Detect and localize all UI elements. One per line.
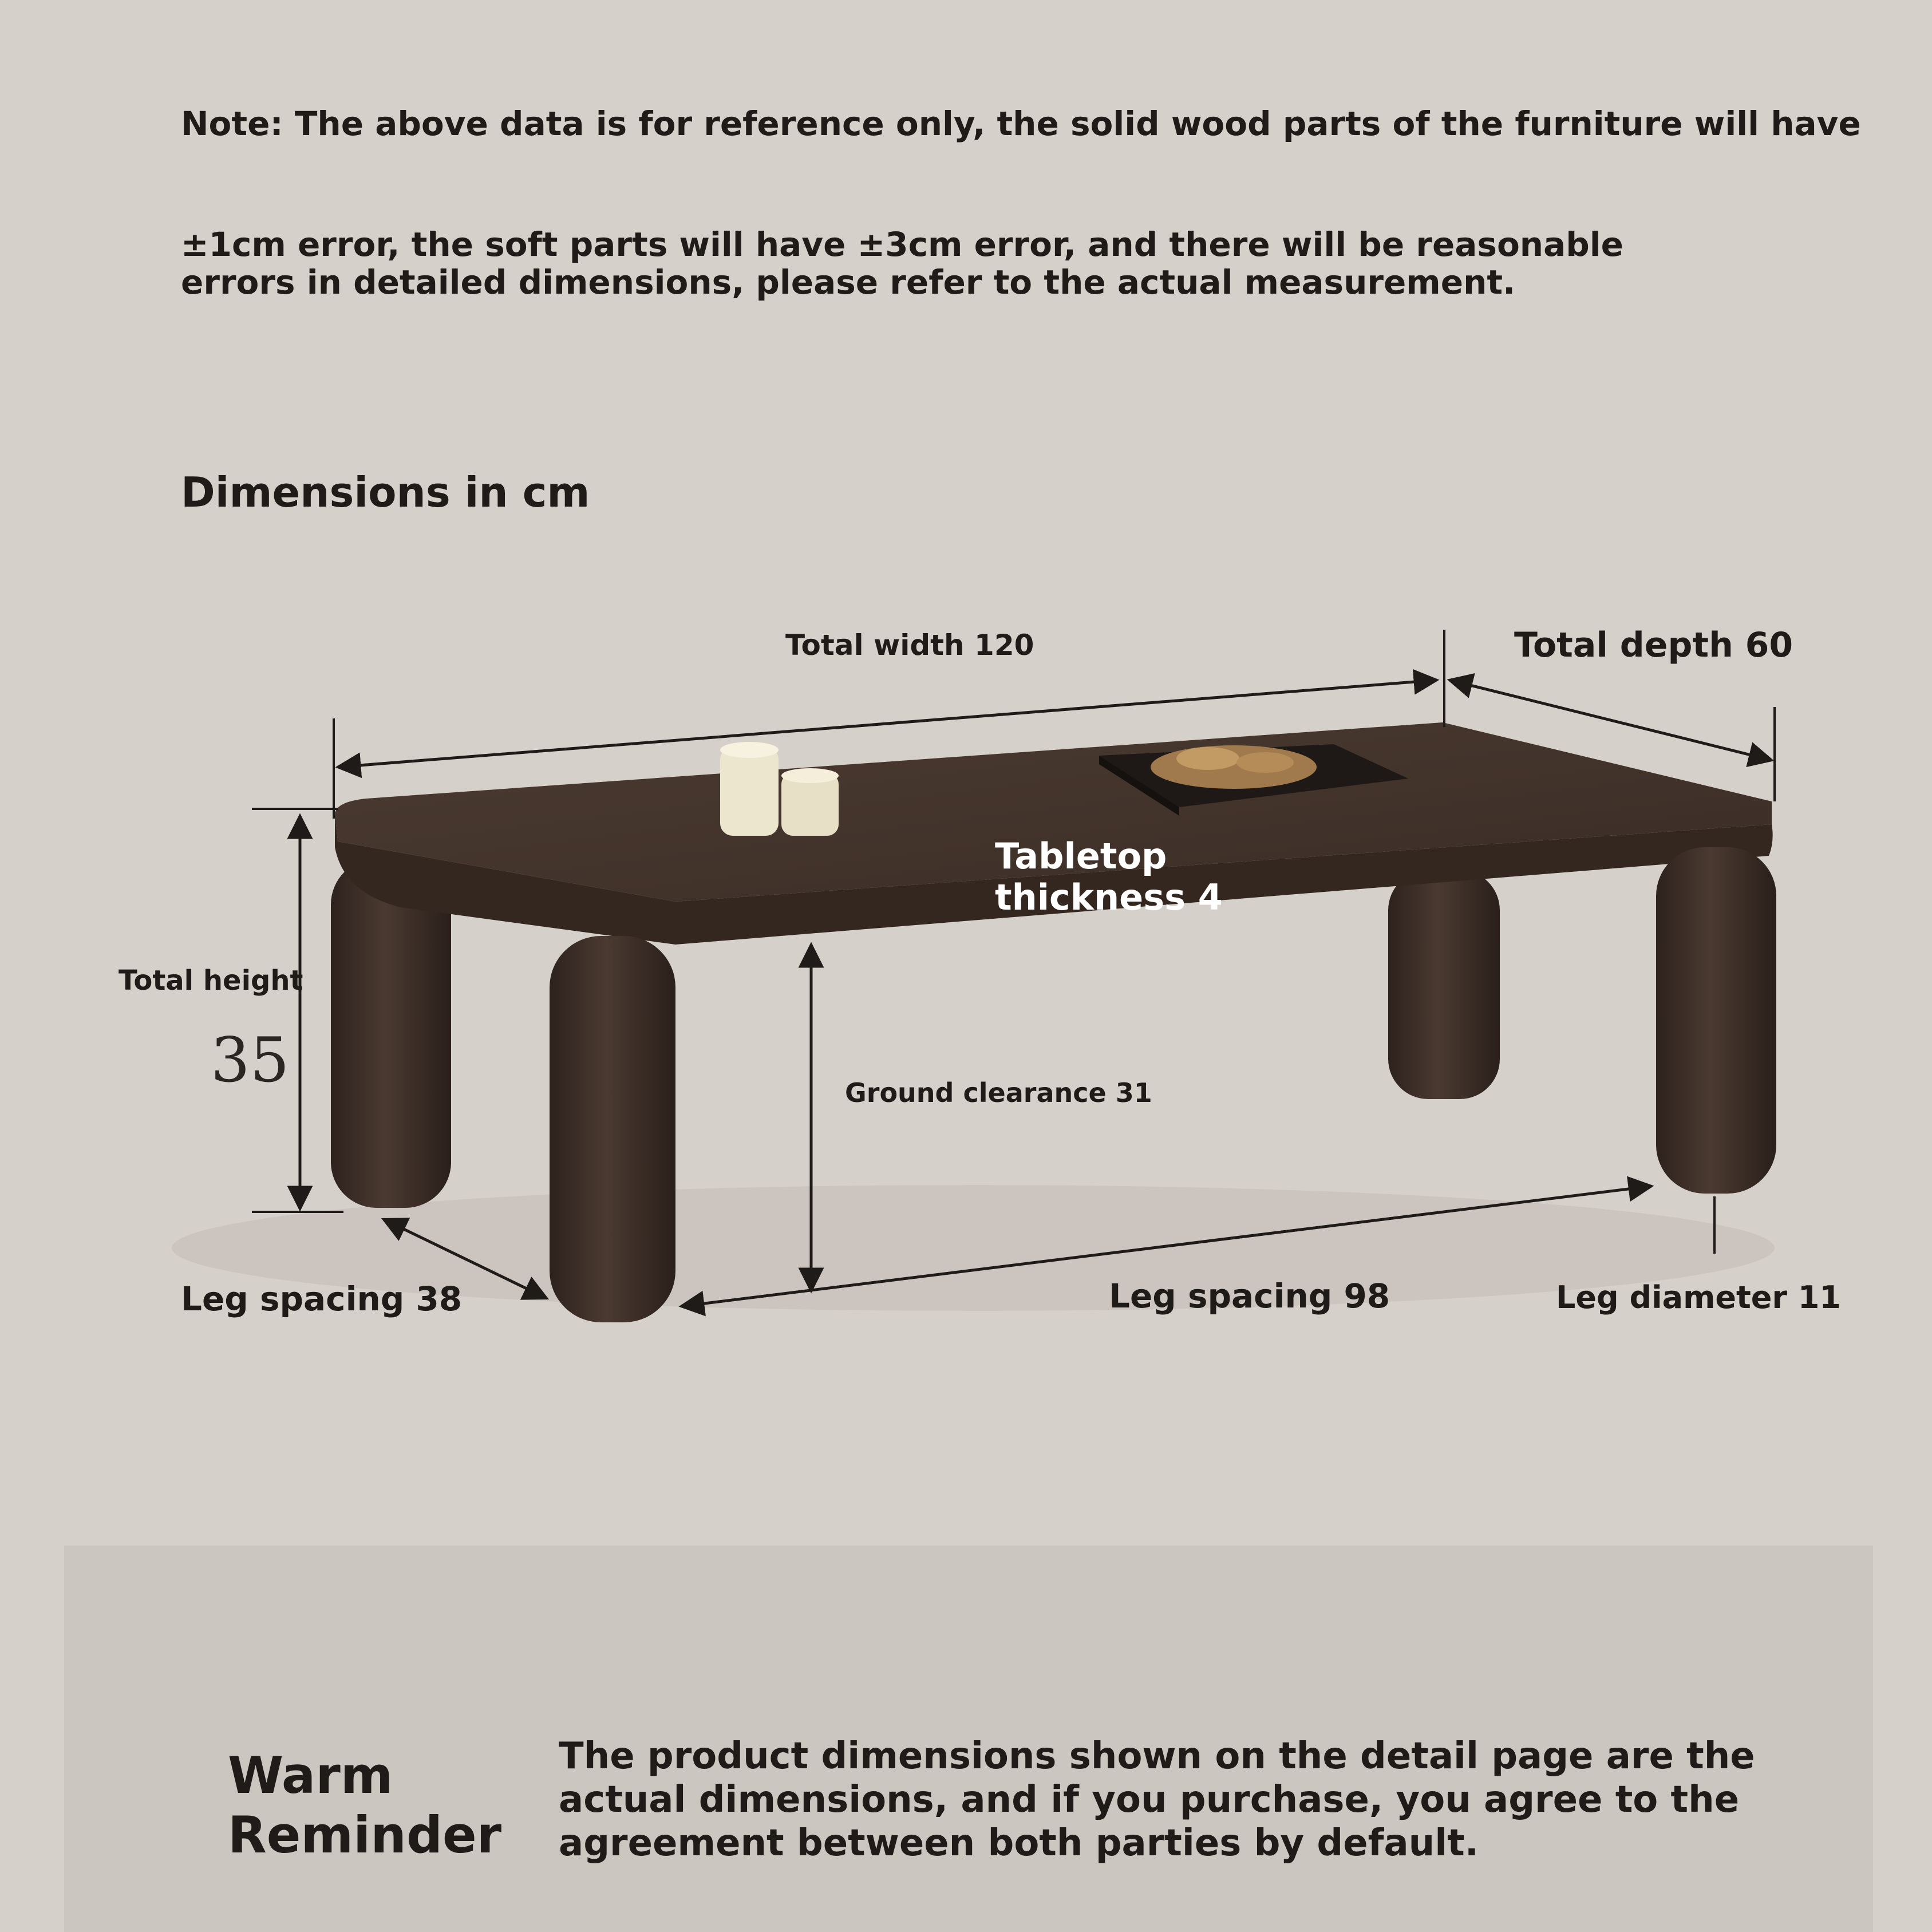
note-line-2: ±1cm error, the soft parts will have ±3cm error, and there will be reasonable bbox=[181, 225, 1623, 264]
note-line-1: Note: The above data is for reference only, the solid wood parts of the furniture will have bbox=[181, 104, 1861, 143]
total-height-value: 35 bbox=[211, 1025, 290, 1096]
tabletop-thickness-label bbox=[995, 836, 1223, 918]
ground-clearance-label: Ground clearance 31 bbox=[845, 1077, 1152, 1108]
dimensions-heading: Dimensions in cm bbox=[181, 468, 590, 516]
warm-reminder-title-line-2: Reminder bbox=[228, 1805, 502, 1864]
leg-diameter-label: Leg diameter 11 bbox=[1556, 1279, 1841, 1315]
total-depth-label: Total depth 60 bbox=[1514, 625, 1793, 665]
tabletop-thickness-line-2: thickness 4 bbox=[995, 876, 1223, 918]
warm-reminder-text-line-3: agreement between both parties by default. bbox=[559, 1822, 1479, 1864]
candle-tall bbox=[720, 747, 779, 836]
warm-reminder-title-line-1: Warm bbox=[228, 1746, 393, 1805]
leg-front-left bbox=[550, 936, 675, 1322]
leg-front-right bbox=[1656, 847, 1776, 1194]
warm-reminder-title bbox=[228, 1746, 501, 1865]
warm-reminder-text bbox=[559, 1735, 1755, 1865]
note-line-3: errors in detailed dimensions, please refer to the actual measurement. bbox=[181, 263, 1516, 302]
leg-back-right bbox=[1388, 870, 1500, 1099]
nuts bbox=[1151, 745, 1317, 789]
total-height-label: Total height bbox=[118, 965, 303, 997]
tabletop-thickness-line-1: Tabletop bbox=[995, 835, 1167, 877]
leg-spacing-38-label: Leg spacing 38 bbox=[181, 1279, 463, 1318]
warm-reminder-text-line-1: The product dimensions shown on the detail page are the bbox=[559, 1735, 1755, 1777]
warm-reminder-text-line-2: actual dimensions, and if you purchase, you agree to the bbox=[559, 1779, 1740, 1821]
leg-spacing-98-label: Leg spacing 98 bbox=[1109, 1277, 1390, 1315]
total-width-label: Total width 120 bbox=[785, 629, 1034, 662]
